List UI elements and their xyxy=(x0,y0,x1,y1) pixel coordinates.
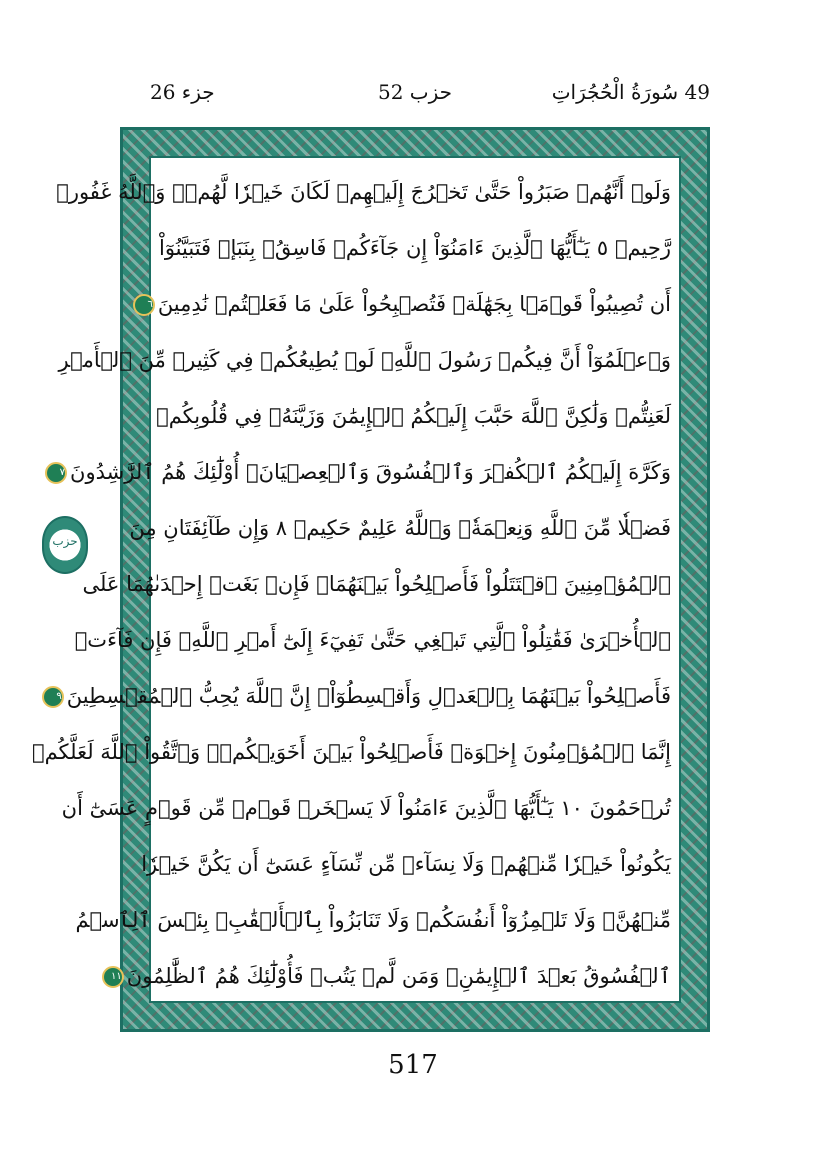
verse-text: ٱلۡفُسُوقُ بَعۡدَ ٱلۡإِيمَٰنِۚ وَمَن لَّمۡ يَتُبۡ فَأُوْلَٰٓئِكَ هُمُ ٱلظَّٰلِمُونَ xyxy=(126,964,671,988)
verse-line xyxy=(75,892,671,948)
juz-label: جزء 26 xyxy=(150,80,215,104)
verse-text: لَعَنِتُّمۡ وَلَٰكِنَّ ٱللَّهَ حَبَّبَ إِلَيۡكُمُ ٱلۡإِيمَٰنَ وَزَيَّنَهُۥ فِي قُلُوبِكُمۡ xyxy=(156,404,671,428)
page-header xyxy=(120,80,710,116)
ayah-number-marker: ٦ xyxy=(133,294,155,316)
verse-line xyxy=(156,388,671,444)
verse-line xyxy=(159,220,671,276)
hizb-marker-label: حزب xyxy=(52,534,78,548)
verse-line xyxy=(56,668,671,724)
verse-line xyxy=(82,556,671,612)
ayah-number-marker: ١١ xyxy=(102,966,124,988)
verse-text: تُرۡحَمُونَ ١٠ يَـٰٓأَيُّهَا ٱلَّذِينَ ءَامَنُواْ لَا يَسۡخَرۡ قَوۡمٞ مِّن قَوۡمٍ عَسَىٰٓ أَن xyxy=(61,796,671,820)
verse-line xyxy=(58,332,671,388)
verse-line xyxy=(147,276,671,332)
verse-text: وَلَوۡ أَنَّهُمۡ صَبَرُواْ حَتَّىٰ تَخۡرُجَ إِلَيۡهِمۡ لَكَانَ خَيۡرٗا لَّهُمۡۚ وَٱللَّهُ غَفُورٞ xyxy=(56,180,671,204)
verse-line xyxy=(31,724,671,780)
verse-line xyxy=(56,164,671,220)
surah-title: 49 سُورَةُ الْحُجُرَاتِ xyxy=(551,80,710,104)
verse-text: وَٱعۡلَمُوٓاْ أَنَّ فِيكُمۡ رَسُولَ ٱللَّهِۚ لَوۡ يُطِيعُكُمۡ فِي كَثِيرٖ مِّنَ ٱلۡأَمۡرِ xyxy=(58,348,671,372)
ayah-number-marker: ٩ xyxy=(42,686,64,708)
verse-line xyxy=(129,500,671,556)
verse-text: مِّنۡهُنَّۖ وَلَا تَلۡمِزُوٓاْ أَنفُسَكُمۡ وَلَا تَنَابَزُواْ بِٱلۡأَلۡقَٰبِۖ بِئۡسَ ٱلِٱسۡمُ xyxy=(75,908,671,932)
verse-line xyxy=(61,780,671,836)
verse-text: وَكَرَّهَ إِلَيۡكُمُ ٱلۡكُفۡرَ وَٱلۡفُسُوقَ وَٱلۡعِصۡيَانَۚ أُوْلَٰٓئِكَ هُمُ ٱلرَّٰشِدُونَ xyxy=(70,460,671,484)
ayah-number-marker: ٧ xyxy=(45,462,67,484)
verse-text: رَّحِيمٞ ٥ يَـٰٓأَيُّهَا ٱلَّذِينَ ءَامَنُوٓاْ إِن جَآءَكُمۡ فَاسِقُۢ بِنَبَإٖ فَتَبَيَّنُوٓاْ xyxy=(159,236,671,260)
hizb-marker-ornament xyxy=(42,516,88,574)
page-number: 517 xyxy=(388,1050,438,1080)
verse-text: ٱلۡمُؤۡمِنِينَ ٱقۡتَتَلُواْ فَأَصۡلِحُواْ بَيۡنَهُمَاۖ فَإِنۢ بَغَتۡ إِحۡدَىٰهُمَا عَلَى xyxy=(82,572,671,596)
verse-text: فَأَصۡلِحُواْ بَيۡنَهُمَا بِٱلۡعَدۡلِ وَأَقۡسِطُوٓاْۖ إِنَّ ٱللَّهَ يُحِبُّ ٱلۡمُقۡسِطِينَ xyxy=(66,684,671,708)
hizb-label: حزب 52 xyxy=(377,80,453,104)
verse-text: أَن تُصِيبُواْ قَوۡمَۢا بِجَهَٰلَةٖ فَتُصۡبِحُواْ عَلَىٰ مَا فَعَلۡتُمۡ نَٰدِمِينَ xyxy=(157,292,671,316)
verse-line xyxy=(74,612,671,668)
verse-line xyxy=(141,836,671,892)
verse-text: إِنَّمَا ٱلۡمُؤۡمِنُونَ إِخۡوَةٞ فَأَصۡلِحُواْ بَيۡنَ أَخَوَيۡكُمۡۚ وَٱتَّقُواْ ٱللَّهَ لَعَلَّكُمۡ xyxy=(31,740,671,764)
verse-text: ٱلۡأُخۡرَىٰ فَقَٰتِلُواْ ٱلَّتِي تَبۡغِي حَتَّىٰ تَفِيٓءَ إِلَىٰٓ أَمۡرِ ٱللَّهِۚ فَإِن فَآءَتۡ xyxy=(74,628,671,652)
verse-text: يَكُونُواْ خَيۡرٗا مِّنۡهُمۡ وَلَا نِسَآءٞ مِّن نِّسَآءٍ عَسَىٰٓ أَن يَكُنَّ خَيۡرٗا xyxy=(141,852,671,876)
verse-line xyxy=(111,948,671,1004)
verse-line xyxy=(59,444,671,500)
verse-text: فَضۡلٗا مِّنَ ٱللَّهِ وَنِعۡمَةٗۚ وَٱللَّهُ عَلِيمٌ حَكِيمٞ ٨ وَإِن طَآئِفَتَانِ مِنَ xyxy=(129,516,671,540)
